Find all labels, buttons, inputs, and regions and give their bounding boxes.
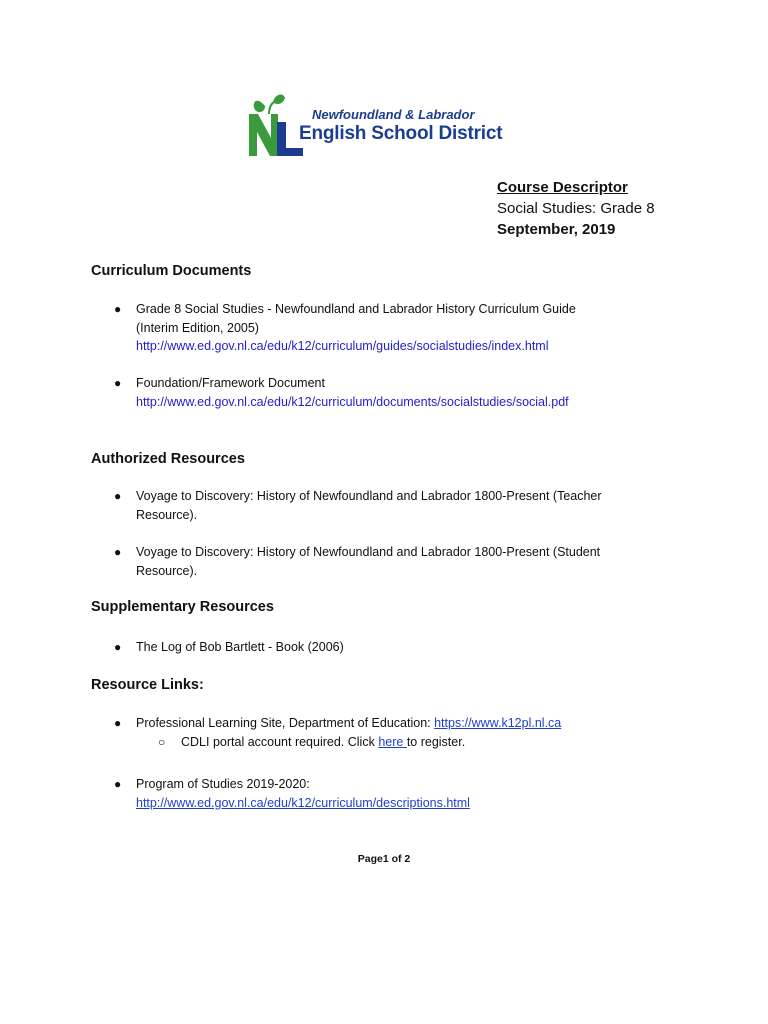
item-text: Resource). bbox=[136, 563, 198, 578]
item-text: Voyage to Discovery: History of Newfoundland and Labrador 1800-Present (Student bbox=[136, 545, 601, 559]
bullet-icon: ● bbox=[114, 716, 122, 730]
curriculum-documents-heading: Curriculum Documents bbox=[91, 263, 252, 279]
item-text: Program of Studies 2019-2020: bbox=[136, 777, 310, 791]
bullet-icon: ● bbox=[114, 376, 122, 390]
framework-document-link[interactable]: http://www.ed.gov.nl.ca/edu/k12/curriculum/documents/socialstudies/social.pdf bbox=[136, 394, 569, 409]
supplementary-resources-heading: Supplementary Resources bbox=[91, 599, 274, 615]
district-logo bbox=[247, 92, 517, 158]
program-of-studies-link[interactable]: http://www.ed.gov.nl.ca/edu/k12/curriculum/descriptions.html bbox=[136, 795, 470, 810]
course-descriptor-title: Course Descriptor bbox=[497, 179, 628, 196]
bullet-icon: ● bbox=[114, 545, 122, 559]
item-text: Resource). bbox=[136, 507, 198, 522]
authorized-resources-heading: Authorized Resources bbox=[91, 451, 245, 467]
hollow-bullet-icon: ○ bbox=[158, 735, 166, 749]
bullet-icon: ● bbox=[114, 302, 122, 316]
bullet-icon: ● bbox=[114, 489, 122, 503]
k12pl-link[interactable]: https://www.k12pl.nl.ca bbox=[434, 716, 562, 730]
curriculum-guide-link[interactable]: http://www.ed.gov.nl.ca/edu/k12/curriculum/guides/socialstudies/index.html bbox=[136, 339, 549, 353]
bullet-icon: ● bbox=[114, 640, 122, 654]
item-text: The Log of Bob Bartlett - Book (2006) bbox=[136, 640, 344, 654]
bullet-icon: ● bbox=[114, 777, 122, 791]
item-text: Professional Learning Site, Department of Education: bbox=[136, 716, 435, 730]
logo-line2: English School District bbox=[299, 123, 503, 144]
logo-line1: Newfoundland & Labrador bbox=[312, 107, 475, 122]
course-date: September, 2019 bbox=[497, 221, 616, 238]
course-info bbox=[497, 177, 655, 240]
item-text: (Interim Edition, 2005) bbox=[136, 320, 259, 335]
page-number: Page1 of 2 bbox=[357, 853, 411, 865]
item-text: Grade 8 Social Studies - Newfoundland and Labrador History Curriculum Guide bbox=[136, 302, 576, 316]
course-subject: Social Studies: Grade 8 bbox=[497, 200, 655, 217]
register-here-link[interactable]: here bbox=[378, 735, 407, 749]
sub-item-text: to register. bbox=[406, 735, 466, 749]
resource-links-heading: Resource Links: bbox=[91, 677, 204, 693]
item-text: Foundation/Framework Document bbox=[136, 376, 325, 390]
item-text: Voyage to Discovery: History of Newfoundland and Labrador 1800-Present (Teacher bbox=[136, 489, 602, 503]
sub-item-text: CDLI portal account required. Click bbox=[181, 735, 379, 749]
